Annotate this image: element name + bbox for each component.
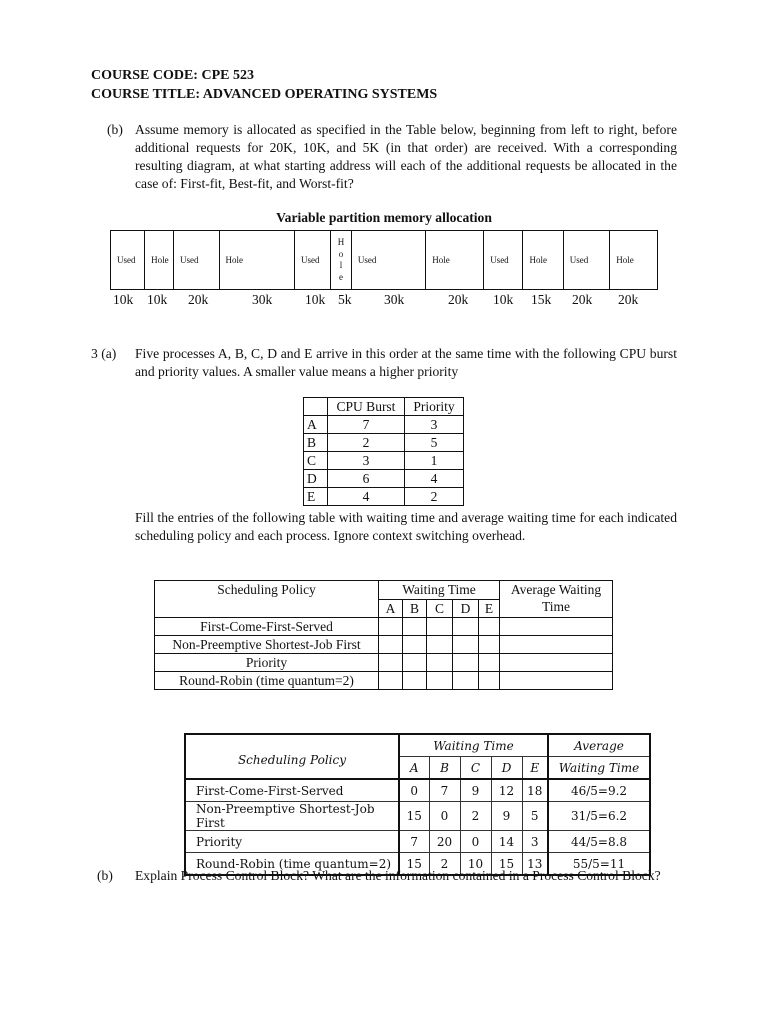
table-row [185, 802, 650, 831]
average-header: Waiting Time [548, 757, 650, 780]
policy-cell: Round-Robin (time quantum=2) [155, 672, 379, 690]
blank-cell [379, 654, 403, 672]
waiting-time-cell: 15 [399, 853, 429, 876]
partition-cell: Used [111, 231, 145, 290]
table-row [155, 654, 613, 672]
policy-cell: Round-Robin (time quantum=2) [185, 853, 399, 876]
table-cell: D [304, 470, 328, 488]
policy-cell: First-Come-First-Served [185, 779, 399, 802]
course-code: COURSE CODE: CPE 523 [91, 68, 254, 83]
table-row [155, 636, 613, 654]
blank-cell [379, 636, 403, 654]
average-cell: 44/5=8.8 [548, 831, 650, 853]
waiting-time-cell: 7 [399, 831, 429, 853]
partition-cell: Used [295, 231, 331, 290]
question-text: Five processes A, B, C, D and E arrive in this order at the same time with the following CPU burst and priority values. A smaller value means a higher priority [135, 346, 677, 379]
waiting-time-cell: 0 [460, 831, 491, 853]
partition-size: 20k [618, 292, 639, 307]
waiting-time-cell: 18 [522, 779, 548, 802]
waiting-time-answer-table [184, 733, 651, 876]
table-header: CPU Burst [328, 398, 405, 416]
question-text: Assume memory is allocated as specified in the Table below, beginning from left to right, before additional requests for 20K, 10K, and 5K (in that order) are received. With a corresponding resulting diagram, at what starting address will each of the additional requests be allocated in the case of: First-fit, Best-fit, and Worst-fit? [135, 122, 677, 191]
blank-cell [500, 672, 613, 690]
partition-size: 10k [147, 292, 168, 307]
table-row [155, 618, 613, 636]
partition-cell: Hole [610, 231, 658, 290]
process-header: A [379, 599, 403, 618]
blank-cell [479, 672, 500, 690]
process-header: B [429, 757, 460, 780]
average-header: Average [548, 734, 650, 757]
blank-cell [453, 636, 479, 654]
table-row [304, 488, 464, 506]
waiting-time-cell: 12 [491, 779, 522, 802]
partition-size: 15k [531, 292, 552, 307]
blank-cell [500, 618, 613, 636]
policy-cell: Non-Preemptive Shortest-Job First [155, 636, 379, 654]
partition-cell: Hole [523, 231, 563, 290]
waiting-time-cell: 9 [460, 779, 491, 802]
table-cell: 1 [405, 452, 464, 470]
table-cell: A [304, 416, 328, 434]
policy-cell: Priority [185, 831, 399, 853]
blank-cell [403, 672, 427, 690]
vertical-hole-label: H o l e [337, 237, 345, 282]
table-row [304, 416, 464, 434]
policy-header: Scheduling Policy [185, 734, 399, 779]
table-cell: 3 [328, 452, 405, 470]
blank-cell [500, 654, 613, 672]
blank-cell [403, 636, 427, 654]
blank-cell [453, 654, 479, 672]
policy-cell: Non-Preemptive Shortest-Job First [185, 802, 399, 831]
average-cell: 55/5=11 [548, 853, 650, 876]
table-cell: C [304, 452, 328, 470]
table-header: Priority [405, 398, 464, 416]
process-header: A [399, 757, 429, 780]
blank-cell [403, 654, 427, 672]
partition-size: 5k [338, 292, 352, 307]
blank-cell [479, 636, 500, 654]
process-header: E [522, 757, 548, 780]
course-title: COURSE TITLE: ADVANCED OPERATING SYSTEMS [91, 87, 438, 102]
process-header: C [427, 599, 453, 618]
question-text: Explain Process Control Block? What are the information contained in a Process Control Block? [135, 868, 661, 883]
waiting-time-cell: 2 [460, 802, 491, 831]
process-header: E [479, 599, 500, 618]
partition-size: 10k [305, 292, 326, 307]
table-row [304, 470, 464, 488]
partition-size: 30k [384, 292, 405, 307]
blank-cell [379, 672, 403, 690]
blank-cell [379, 618, 403, 636]
process-header: C [460, 757, 491, 780]
table-row [185, 831, 650, 853]
table-cell: 2 [405, 488, 464, 506]
process-header: D [453, 599, 479, 618]
waiting-time-cell: 15 [491, 853, 522, 876]
table-row [155, 672, 613, 690]
policy-header: Scheduling Policy [155, 581, 379, 618]
table-cell: 4 [328, 488, 405, 506]
question-label: (b) [107, 122, 123, 137]
waiting-time-blank-table [154, 580, 613, 690]
waiting-time-header: Waiting Time [399, 734, 548, 757]
question-label: 3 (a) [91, 346, 117, 361]
table-cell: 6 [328, 470, 405, 488]
partition-size: 10k [113, 292, 134, 307]
waiting-time-cell: 7 [429, 779, 460, 802]
waiting-time-cell: 20 [429, 831, 460, 853]
table-row [304, 434, 464, 452]
average-header: Average Waiting Time [500, 581, 613, 618]
table-cell: E [304, 488, 328, 506]
policy-cell: First-Come-First-Served [155, 618, 379, 636]
table-cell: 3 [405, 416, 464, 434]
waiting-time-cell: 15 [399, 802, 429, 831]
waiting-time-header: Waiting Time [379, 581, 500, 600]
waiting-time-cell: 0 [399, 779, 429, 802]
waiting-time-cell: 0 [429, 802, 460, 831]
average-cell: 46/5=9.2 [548, 779, 650, 802]
table-cell: 7 [328, 416, 405, 434]
waiting-time-cell: 10 [460, 853, 491, 876]
waiting-time-cell: 3 [522, 831, 548, 853]
table-cell: B [304, 434, 328, 452]
partition-cell-vertical [331, 231, 352, 290]
waiting-time-cell: 13 [522, 853, 548, 876]
instruction-text: Fill the entries of the following table with waiting time and average waiting time for each indicated scheduling policy and each process. Ignore context switching overhead. [135, 510, 677, 543]
average-cell: 31/5=6.2 [548, 802, 650, 831]
blank-cell [500, 636, 613, 654]
blank-cell [427, 636, 453, 654]
table-cell: 2 [328, 434, 405, 452]
cpu-burst-table [303, 397, 464, 506]
blank-cell [427, 618, 453, 636]
blank-cell [403, 618, 427, 636]
waiting-time-cell: 5 [522, 802, 548, 831]
blank-cell [453, 618, 479, 636]
waiting-time-cell: 9 [491, 802, 522, 831]
partition-size: 20k [188, 292, 209, 307]
partition-cell: Used [351, 231, 425, 290]
partition-size: 20k [448, 292, 469, 307]
table-header [304, 398, 328, 416]
table-cell: 5 [405, 434, 464, 452]
partition-cell: Used [563, 231, 610, 290]
partition-cell: Used [174, 231, 219, 290]
table-title: Variable partition memory allocation [276, 210, 492, 225]
memory-allocation-table [110, 230, 658, 290]
partition-cell: Hole [219, 231, 294, 290]
partition-size: 20k [572, 292, 593, 307]
blank-cell [427, 654, 453, 672]
process-header: B [403, 599, 427, 618]
partition-size: 10k [493, 292, 514, 307]
process-header: D [491, 757, 522, 780]
table-row [185, 779, 650, 802]
waiting-time-cell: 14 [491, 831, 522, 853]
table-cell: 4 [405, 470, 464, 488]
partition-cell: Hole [426, 231, 484, 290]
question-label: (b) [97, 868, 113, 883]
blank-cell [479, 654, 500, 672]
partition-cell: Hole [145, 231, 174, 290]
policy-cell: Priority [155, 654, 379, 672]
partition-size: 30k [252, 292, 273, 307]
waiting-time-cell: 2 [429, 853, 460, 876]
blank-cell [453, 672, 479, 690]
table-row [304, 452, 464, 470]
blank-cell [427, 672, 453, 690]
blank-cell [479, 618, 500, 636]
partition-cell: Used [484, 231, 523, 290]
